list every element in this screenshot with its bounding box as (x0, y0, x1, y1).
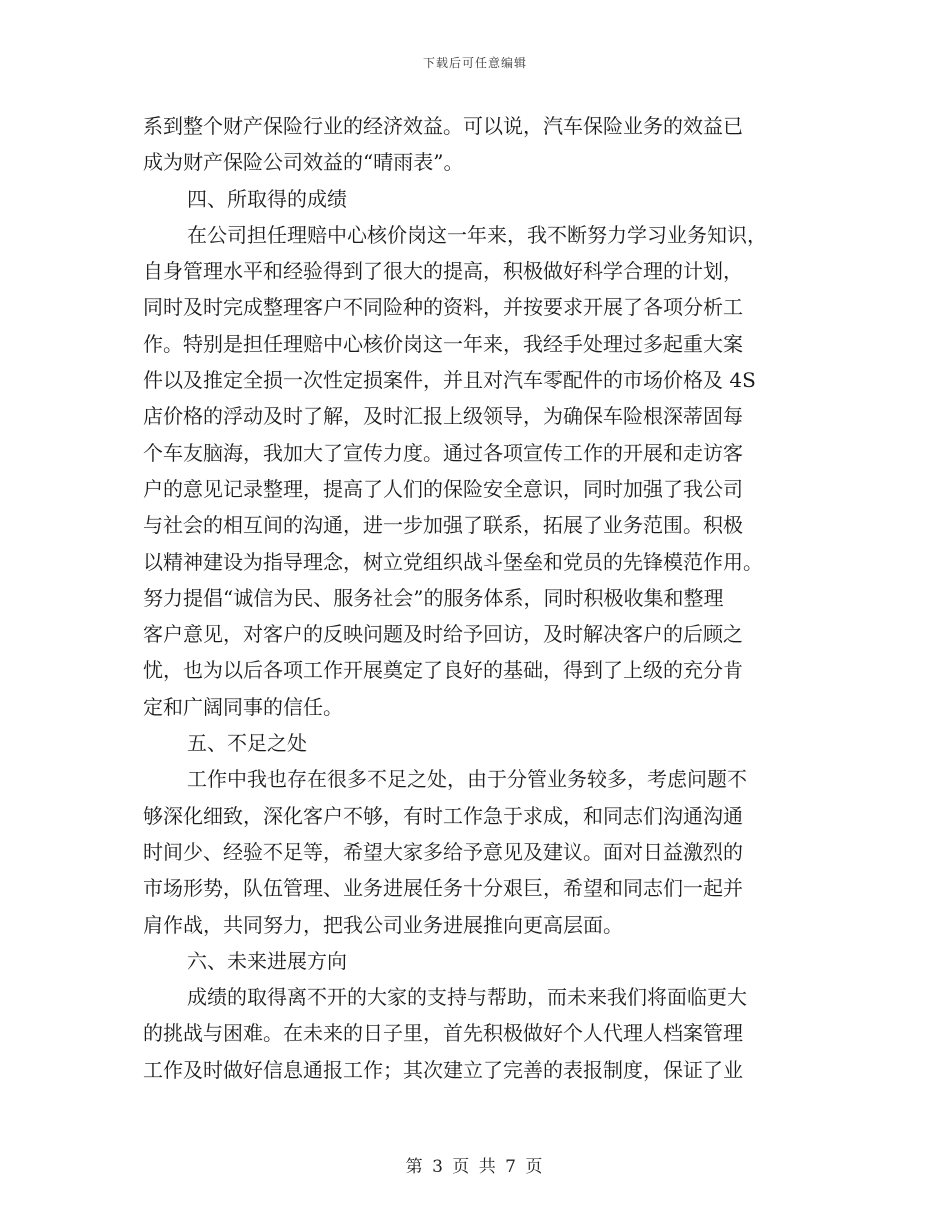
text-line: 肩作战，共同努力，把我公司业务进展推向更高层面。 (143, 912, 623, 937)
paragraph-first-line: 工作中我也存在很多不足之处，由于分管业务较多，考虑问题不 (187, 767, 747, 792)
paragraph-first-line: 在公司担任理赔中心核价岗这一年来，我不断努力学习业务知识， (187, 222, 767, 247)
section-heading: 六、未来进展方向 (187, 948, 347, 973)
text-line: 以精神建设为指导理念，树立党组织战斗堡垒和党员的先锋模范作用。 (143, 549, 763, 574)
text-line: 店价格的浮动及时了解，及时汇报上级领导，为确保车险根深蒂固每 (143, 404, 743, 429)
paragraph-first-line: 成绩的取得离不开的大家的支持与帮助，而未来我们将面临更大 (187, 985, 747, 1010)
text-line: 自身管理水平和经验得到了很大的提高，积极做好科学合理的计划， (143, 259, 743, 284)
text-line: 个车友脑海，我加大了宣传力度。通过各项宣传工作的开展和走访客 (143, 440, 743, 465)
text-line: 努力提倡“诚信为民、服务社会”的服务体系，同时积极收集和整理 (143, 585, 724, 610)
text-line: 市场形势，队伍管理、业务进展任务十分艰巨，希望和同志们一起并 (143, 876, 743, 901)
text-line: 定和广阔同事的信任。 (143, 694, 343, 719)
section-heading: 四、所取得的成绩 (187, 186, 347, 211)
page-header: 下载后可任意编辑 (422, 56, 527, 70)
section-heading: 五、不足之处 (187, 731, 307, 756)
text-line: 户的意见记录整理，提高了人们的保险安全意识，同时加强了我公司 (143, 476, 743, 501)
text-line: 系到整个财产保险行业的经济效益。可以说，汽车保险业务的效益已 (143, 114, 743, 138)
text-line: 够深化细致，深化客户不够，有时工作急于求成，和同志们沟通沟通 (143, 803, 743, 828)
text-line: 时间少、经验不足等，希望大家多给予意见及建议。面对日益激烈的 (143, 839, 743, 864)
text-line: 成为财产保险公司效益的“晴雨表”。 (143, 150, 464, 175)
text-line: 与社会的相互间的沟通，进一步加强了联系，拓展了业务范围。积极 (143, 513, 743, 538)
text-line: 件以及推定全损一次性定损案件，并且对汽车零配件的市场价格及 4S (143, 368, 756, 393)
text-line: 的挑战与困难。在未来的日子里，首先积极做好个人代理人档案管理 (143, 1021, 743, 1046)
document-body (143, 108, 815, 1088)
text-line: 工作及时做好信息通报工作；其次建立了完善的表报制度，保证了业 (143, 1057, 743, 1082)
text-line: 忧，也为以后各项工作开展奠定了良好的基础，得到了上级的充分肯 (143, 658, 743, 683)
text-line: 作。特别是担任理赔中心核价岗这一年来，我经手处理过多起重大案 (143, 331, 743, 356)
text-line: 客户意见，对客户的反映问题及时给予回访，及时解决客户的后顾之 (143, 622, 743, 647)
text-line: 同时及时完成整理客户不同险种的资料，并按要求开展了各项分析工 (143, 295, 743, 320)
page-number: 第 3 页 共 7 页 (405, 1157, 545, 1177)
